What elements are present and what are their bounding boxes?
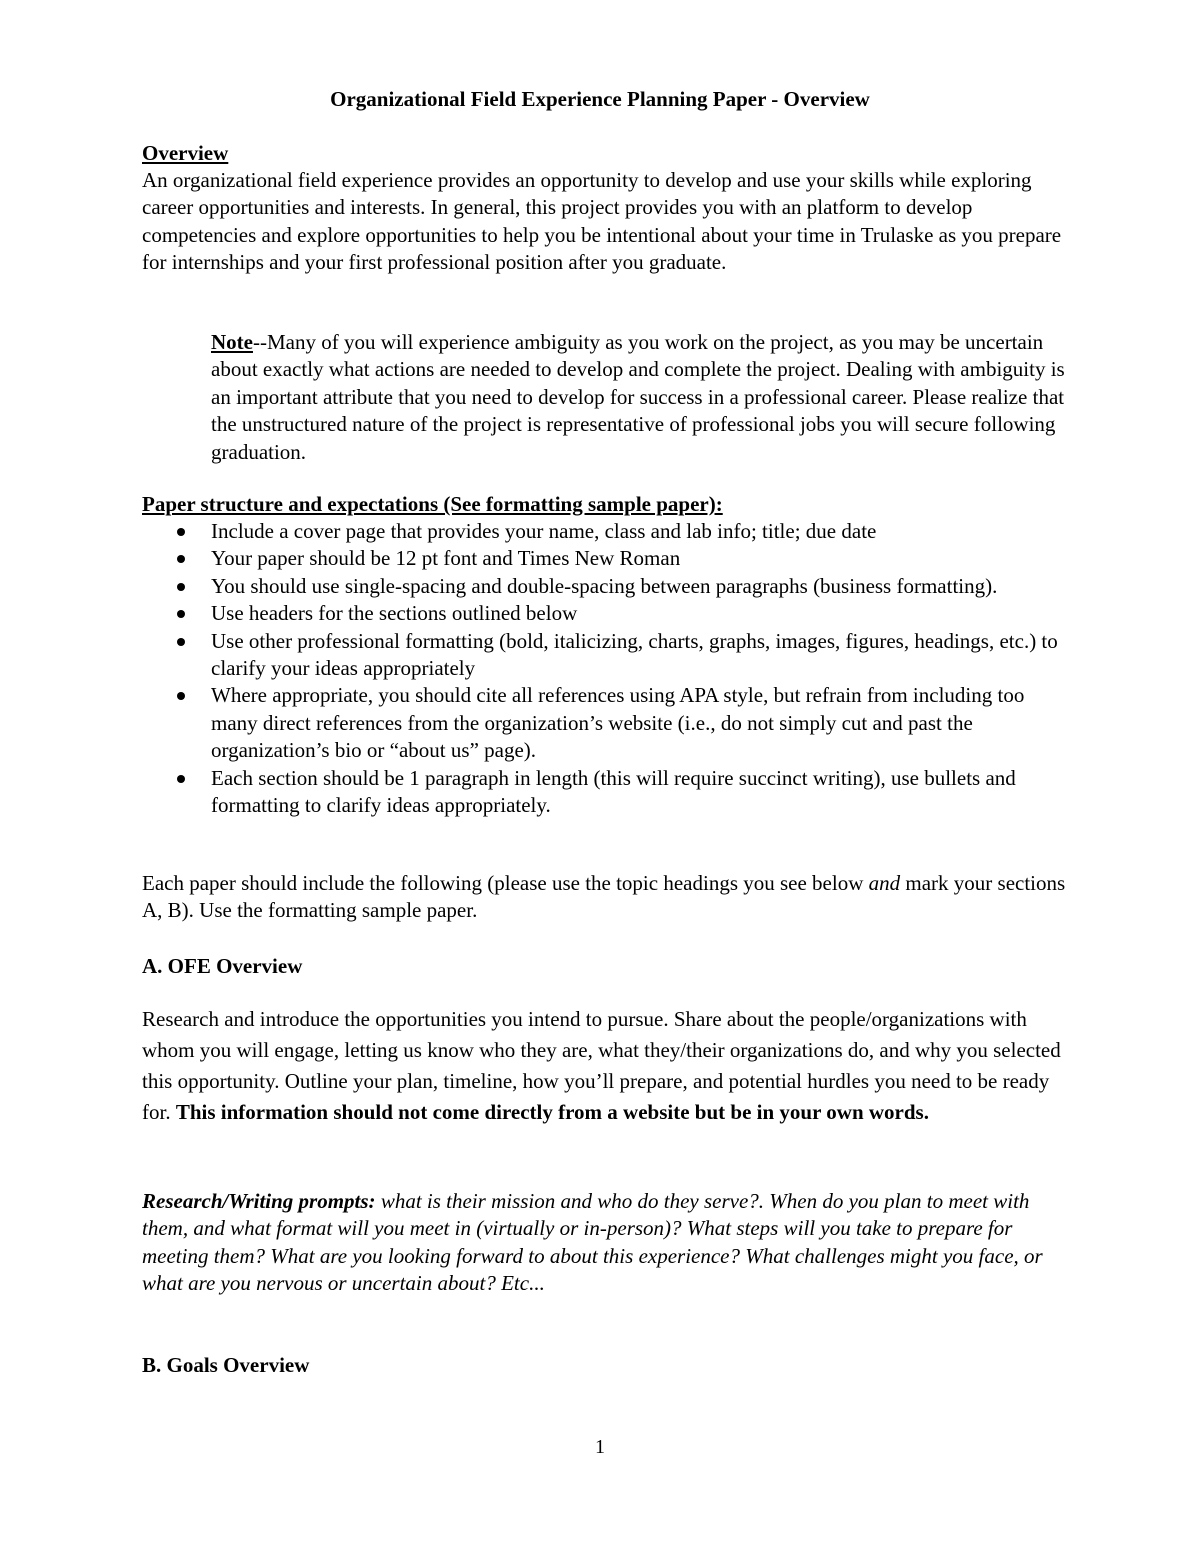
list-item: Your paper should be 12 pt font and Times New Roman	[142, 545, 1062, 572]
structure-heading: Paper structure and expectations (See formatting sample paper):	[142, 492, 723, 516]
section-b-heading: B. Goals Overview	[142, 1353, 310, 1377]
bullet-icon	[177, 610, 185, 618]
each-paper-paragraph: Each paper should include the following (please use the topic headings you see below and mark your sections A, B). Use the formatting sample paper.	[142, 871, 1066, 923]
bullet-icon	[177, 528, 185, 536]
list-item: Use other professional formatting (bold, italicizing, charts, graphs, images, figures, headings, etc.) to clarify your ideas appropriately	[142, 628, 1062, 683]
writing-prompts-label: Research/Writing prompts:	[142, 1189, 376, 1213]
overview-heading: Overview	[142, 141, 229, 165]
expectations-list	[142, 518, 1062, 819]
section-a-paragraph: Research and introduce the opportunities you intend to pursue. Share about the people/organizations with whom you will engage, letting us know who they are, what they/their organizations do, and why you selected this opportunity. Outline your plan, timeline, how you’ll prepare, and potential hurdles you need to be ready for. This information should not come directly from a website but be in your own words.	[142, 1007, 1061, 1124]
bullet-icon	[177, 555, 185, 563]
overview-paragraph: An organizational field experience provides an opportunity to develop and use your skills while exploring career opportunities and interests. In general, this project provides you with an platform to develop competencies and explore opportunities to help you be intentional about your time in Trulaske as you prepare for internships and your first professional position after you graduate.	[142, 168, 1062, 275]
note-label: Note	[211, 330, 253, 354]
section-a-bold-note: This information should not come directly from a website but be in your own words.	[175, 1100, 929, 1124]
list-item: Where appropriate, you should cite all references using APA style, but refrain from including too many direct references from the organization’s website (i.e., do not simply cut and past the organization’s bio or “about us” page).	[142, 682, 1062, 764]
document-title: Organizational Field Experience Planning Paper - Overview	[330, 87, 870, 111]
note-paragraph	[211, 329, 1066, 466]
bullet-icon	[177, 638, 185, 646]
bullet-icon	[177, 692, 185, 700]
note-text: --Many of you will experience ambiguity as you work on the project, as you may be uncertain about exactly what actions are needed to develop and complete the project. Dealing with ambiguity is an important attribute that you need to develop for success in a professional career. Please realize that the unstructured nature of the project is representative of professional jobs you will secure following graduation.	[211, 330, 1065, 464]
bullet-icon	[177, 583, 185, 591]
section-a-heading: A. OFE Overview	[142, 954, 303, 978]
emphasis-and: and	[868, 871, 901, 895]
writing-prompts-text: what is their mission and who do they serve?. When do you plan to meet with them, and what format will you meet in (virtually or in-person)? What steps will you take to prepare for meeting them? What are you looking forward to about this experience? What challenges might you face, or what are you nervous or uncertain about? Etc...	[142, 1189, 1043, 1296]
page-number: 1	[595, 1436, 605, 1458]
list-item: You should use single-spacing and double-spacing between paragraphs (business formatting).	[142, 573, 1062, 600]
bullet-icon	[177, 775, 185, 783]
list-item: Each section should be 1 paragraph in length (this will require succinct writing), use bullets and formatting to clarify ideas appropriately.	[142, 765, 1062, 820]
list-item: Include a cover page that provides your name, class and lab info; title; due date	[142, 518, 1062, 545]
writing-prompts-paragraph	[142, 1188, 1067, 1298]
list-item: Use headers for the sections outlined below	[142, 600, 1062, 627]
